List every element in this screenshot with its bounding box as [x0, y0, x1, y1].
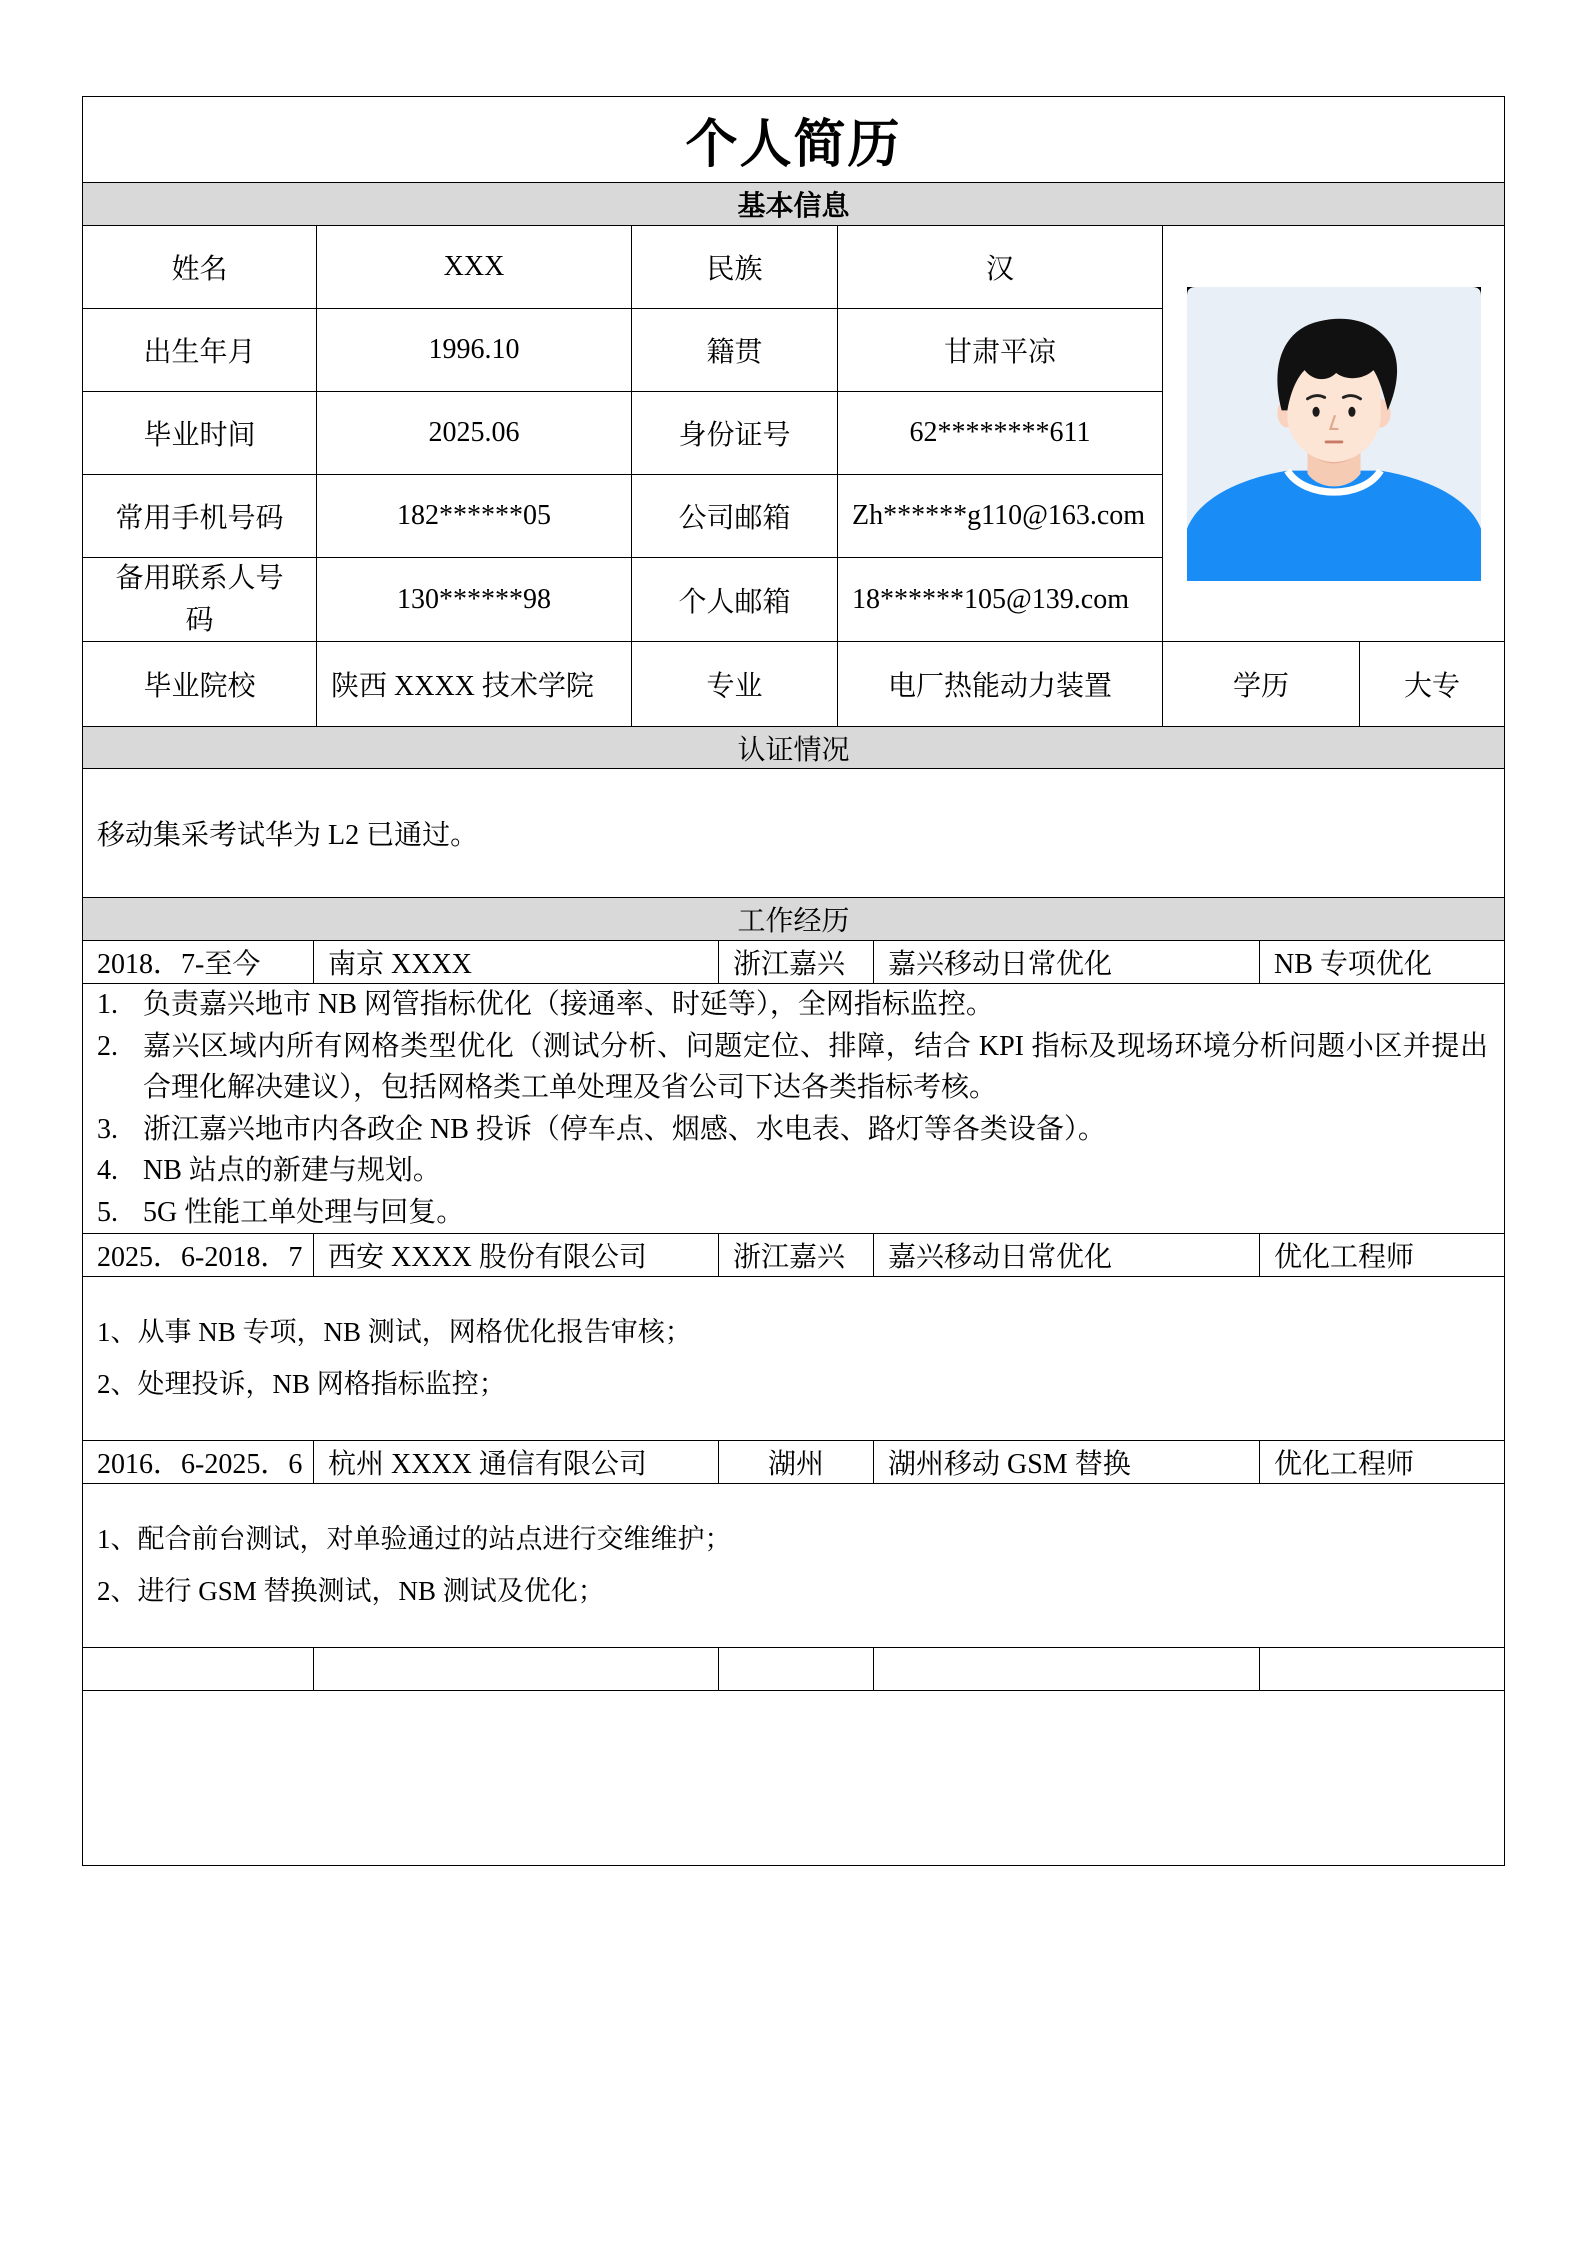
job-duty-text: 负责嘉兴地市 NB 网管指标优化（接通率、时延等），全网指标监控。 [143, 989, 994, 1020]
job-duties [83, 1277, 1504, 1441]
job-duty-marker: 2、 [97, 1368, 138, 1399]
job-duty-item [97, 1359, 1488, 1411]
job-duty-marker: 1、 [97, 1317, 138, 1347]
graduation-date-label: 毕业时间 [83, 392, 317, 475]
ethnicity-value: 汉 [838, 226, 1163, 309]
job-duty-item [97, 1109, 1488, 1151]
section-header-basic-info: 基本信息 [83, 183, 1504, 226]
left-eye [1312, 406, 1319, 416]
resume-title: 个人简历 [83, 97, 1504, 183]
personal-email-value: 18******105@139.com [838, 558, 1163, 642]
job-period: 2016．6-2025．6 [83, 1441, 314, 1483]
job-duty-item [97, 1514, 1488, 1566]
backup-phone-value: 130******98 [317, 558, 632, 642]
resume-table [82, 96, 1505, 1866]
empty-cell [314, 1648, 719, 1690]
empty-row [83, 1648, 1504, 1691]
job-duty-text: 5G 性能工单处理与回复。 [143, 1196, 465, 1228]
certification-text: 移动集采考试华为 L2 已通过。 [83, 769, 1504, 898]
section-header-certification: 认证情况 [83, 727, 1504, 769]
job-duty-text: 配合前台测试，对单验通过的站点进行交维维护； [137, 1524, 732, 1554]
job-duty-item [97, 1192, 1488, 1234]
empty-block [83, 1691, 1504, 1865]
job-project: 湖州移动 GSM 替换 [874, 1441, 1260, 1483]
job-project: 嘉兴移动日常优化 [874, 941, 1260, 983]
education-value: 大专 [1360, 642, 1504, 727]
job-duty-text: 进行 GSM 替换测试，NB 测试及优化； [137, 1575, 605, 1606]
native-place-value: 甘肃平凉 [838, 309, 1163, 392]
right-eye [1348, 406, 1355, 416]
id-number-label: 身份证号 [632, 392, 838, 475]
phone-label: 常用手机号码 [83, 475, 317, 558]
job-duties [83, 984, 1504, 1234]
job-duty-marker: 5. [97, 1196, 118, 1228]
job-duty-item [97, 1307, 1488, 1359]
ethnicity-label: 民族 [632, 226, 838, 309]
name-label: 姓名 [83, 226, 317, 309]
empty-cell [874, 1648, 1260, 1690]
education-label: 学历 [1163, 642, 1360, 727]
backup-phone-label-cell [83, 558, 317, 642]
face [1287, 360, 1380, 462]
job-duty-text: 处理投诉，NB 网格指标监控； [137, 1368, 506, 1399]
empty-cell [719, 1648, 874, 1690]
personal-email-label: 个人邮箱 [632, 558, 838, 642]
job-duties [83, 1484, 1504, 1648]
profile-photo [1187, 287, 1481, 581]
job-duty-marker: 1、 [97, 1524, 138, 1554]
job-period: 2018．7-至今 [83, 941, 314, 983]
empty-cell [1260, 1648, 1504, 1690]
job-project: 嘉兴移动日常优化 [874, 1234, 1260, 1276]
name-value: XXX [317, 226, 632, 309]
job-location: 浙江嘉兴 [719, 1234, 874, 1276]
job-company: 西安 XXXX 股份有限公司 [314, 1234, 719, 1276]
job-location: 浙江嘉兴 [719, 941, 874, 983]
graduation-date-value: 2025.06 [317, 392, 632, 475]
job-role: 优化工程师 [1274, 1242, 1415, 1273]
job-header-row [83, 1234, 1504, 1277]
company-email-value: Zh******g110@163.com [838, 475, 1163, 558]
job-duty-text: 嘉兴区域内所有网格类型优化（测试分析、问题定位、排障，结合 KPI 指标及现场环境分析问题小区并提出合理化解决建议），包括网格类工单处理及省公司下达各类指标考核。 [143, 1030, 1488, 1103]
school-value: 陕西 XXXX 技术学院 [317, 642, 632, 727]
empty-cell [83, 1648, 314, 1690]
profile-photo-cell [1163, 226, 1504, 642]
job-duty-marker: 2. [97, 1030, 118, 1062]
id-number-value: 62********611 [838, 392, 1163, 475]
backup-phone-label: 备用联系人号码 [115, 563, 284, 636]
job-company: 南京 XXXX [314, 941, 719, 983]
section-header-work-experience: 工作经历 [83, 898, 1504, 941]
major-value: 电厂热能动力装置 [838, 642, 1163, 727]
job-company: 杭州 XXXX 通信有限公司 [314, 1441, 719, 1483]
job-duty-item [97, 984, 1488, 1026]
job-role: NB 专项优化 [1274, 949, 1432, 980]
phone-value: 182******05 [317, 475, 632, 558]
school-label: 毕业院校 [83, 642, 317, 727]
company-email-label: 公司邮箱 [632, 475, 838, 558]
major-label: 专业 [632, 642, 838, 727]
job-duty-text: 从事 NB 专项，NB 测试，网格优化报告审核； [137, 1317, 692, 1347]
birth-value: 1996.10 [317, 309, 632, 392]
birth-label: 出生年月 [83, 309, 317, 392]
job-header-row [83, 1441, 1504, 1484]
job-duty-item [97, 1566, 1488, 1618]
job-header-row [83, 941, 1504, 984]
job-period: 2025．6-2018．7 [83, 1234, 314, 1276]
job-role: 优化工程师 [1274, 1449, 1415, 1480]
job-duty-marker: 1. [97, 989, 118, 1020]
native-place-label: 籍贯 [632, 309, 838, 392]
job-duty-text: 浙江嘉兴地市内各政企 NB 投诉（停车点、烟感、水电表、路灯等各类设备）。 [143, 1113, 1106, 1145]
job-duty-item [97, 1150, 1488, 1192]
job-duty-text: NB 站点的新建与规划。 [143, 1155, 441, 1186]
job-location: 湖州 [719, 1441, 874, 1483]
job-duty-marker: 4. [97, 1155, 118, 1186]
job-duty-item [97, 1026, 1488, 1109]
job-duty-marker: 3. [97, 1113, 118, 1145]
job-duty-marker: 2、 [97, 1575, 138, 1606]
basic-info-grid [83, 226, 1504, 727]
